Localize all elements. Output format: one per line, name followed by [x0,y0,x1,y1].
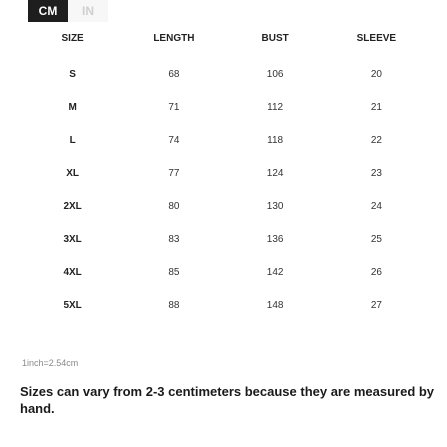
sleeve-cell: 26 [370,267,382,278]
sleeve-cell: 22 [370,135,382,146]
table-body [22,58,427,322]
size-cell: L [69,135,76,146]
table-row [22,256,427,289]
sleeve-cell: 23 [370,168,382,179]
table-row [22,157,427,190]
header-size: SIZE [61,32,84,44]
length-cell: 68 [168,69,180,80]
length-cell: 85 [168,267,180,278]
sleeve-cell: 27 [370,300,382,311]
header-length: LENGTH [153,32,195,44]
length-cell: 71 [168,102,180,113]
length-cell: 77 [168,168,180,179]
bust-cell: 124 [266,168,284,179]
table-row [22,91,427,124]
header-bust: BUST [261,32,289,44]
table-row [22,289,427,322]
unit-cm-button[interactable]: CM [28,0,68,22]
size-chart-table [22,18,427,322]
table-row [22,223,427,256]
table-row [22,190,427,223]
header-sleeve: SLEEVE [356,32,397,44]
bust-cell: 130 [266,201,284,212]
bust-cell: 136 [266,234,284,245]
sleeve-cell: 24 [370,201,382,212]
table-row [22,58,427,91]
unit-in-button[interactable]: IN [68,0,108,22]
size-cell: 2XL [63,201,82,212]
bust-cell: 142 [266,267,284,278]
conversion-note: 1inch=2.54cm [22,358,79,368]
length-cell: 88 [168,300,180,311]
size-cell: 4XL [63,267,82,278]
sleeve-cell: 25 [370,234,382,245]
size-cell: S [69,69,76,80]
length-cell: 83 [168,234,180,245]
length-cell: 74 [168,135,180,146]
size-cell: 5XL [63,300,82,311]
length-cell: 80 [168,201,180,212]
size-cell: M [68,102,77,113]
sleeve-cell: 21 [370,102,382,113]
bust-cell: 112 [267,102,284,113]
table-row [22,124,427,157]
table-header-row [22,18,427,58]
measurement-disclaimer: Sizes can vary from 2-3 centimeters because they are measured by hand. [20,384,435,416]
bust-cell: 118 [267,135,284,146]
size-cell: XL [66,168,80,179]
bust-cell: 148 [266,300,284,311]
sleeve-cell: 20 [370,69,382,80]
size-cell: 3XL [63,234,82,245]
bust-cell: 106 [266,69,284,80]
